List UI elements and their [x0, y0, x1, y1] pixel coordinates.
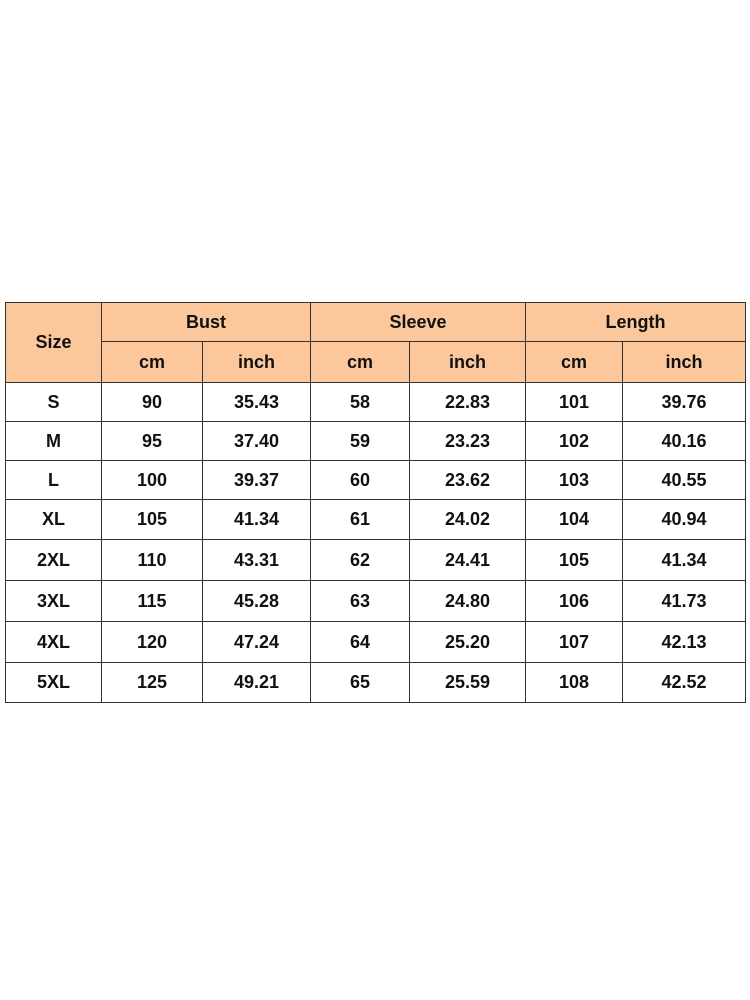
- bust-cm-cell: 95: [102, 422, 203, 461]
- bust-cm-cell: 100: [102, 461, 203, 500]
- sleeve-inch-cell: 25.20: [410, 622, 526, 663]
- sleeve-inch-cell: 23.23: [410, 422, 526, 461]
- size-chart-table: [5, 302, 746, 703]
- length-inch-cell: 41.34: [623, 540, 746, 581]
- size-cell: L: [6, 461, 102, 500]
- size-cell: 3XL: [6, 581, 102, 622]
- sleeve-cm-cell: 58: [311, 383, 410, 422]
- sleeve-inch-cell: 24.41: [410, 540, 526, 581]
- table-row: [6, 422, 746, 461]
- sleeve-group-header: Sleeve: [311, 303, 526, 342]
- bust-cm-cell: 120: [102, 622, 203, 663]
- length-inch-cell: 40.94: [623, 500, 746, 540]
- length-cm-cell: 105: [526, 540, 623, 581]
- sleeve-inch-cell: 24.80: [410, 581, 526, 622]
- bust-inch-cell: 47.24: [203, 622, 311, 663]
- length-inch-cell: 39.76: [623, 383, 746, 422]
- size-cell: 5XL: [6, 663, 102, 703]
- size-cell: 4XL: [6, 622, 102, 663]
- length-inch-cell: 40.16: [623, 422, 746, 461]
- length-cm-cell: 101: [526, 383, 623, 422]
- length-cm-cell: 106: [526, 581, 623, 622]
- bust-inch-cell: 41.34: [203, 500, 311, 540]
- sleeve-inch-cell: 25.59: [410, 663, 526, 703]
- table-row: [6, 581, 746, 622]
- table-row: [6, 540, 746, 581]
- length-cm-cell: 104: [526, 500, 623, 540]
- bust-cm-cell: 125: [102, 663, 203, 703]
- sleeve-inch-cell: 23.62: [410, 461, 526, 500]
- size-cell: S: [6, 383, 102, 422]
- bust-cm-cell: 90: [102, 383, 203, 422]
- table-row: [6, 622, 746, 663]
- bust-inch-header: inch: [203, 342, 311, 383]
- bust-cm-header: cm: [102, 342, 203, 383]
- length-inch-cell: 40.55: [623, 461, 746, 500]
- bust-inch-cell: 37.40: [203, 422, 311, 461]
- table-row: [6, 383, 746, 422]
- length-cm-cell: 103: [526, 461, 623, 500]
- header-group-row: [6, 303, 746, 342]
- header-unit-row: [6, 342, 746, 383]
- bust-group-header: Bust: [102, 303, 311, 342]
- length-group-header: Length: [526, 303, 746, 342]
- size-column-header: Size: [6, 303, 102, 383]
- size-cell: XL: [6, 500, 102, 540]
- sleeve-cm-cell: 65: [311, 663, 410, 703]
- sleeve-inch-cell: 24.02: [410, 500, 526, 540]
- bust-cm-cell: 105: [102, 500, 203, 540]
- length-inch-cell: 41.73: [623, 581, 746, 622]
- length-inch-header: inch: [623, 342, 746, 383]
- table-row: [6, 461, 746, 500]
- sleeve-cm-cell: 63: [311, 581, 410, 622]
- length-cm-cell: 102: [526, 422, 623, 461]
- sleeve-cm-cell: 62: [311, 540, 410, 581]
- bust-inch-cell: 39.37: [203, 461, 311, 500]
- bust-inch-cell: 45.28: [203, 581, 311, 622]
- sleeve-cm-cell: 61: [311, 500, 410, 540]
- sleeve-cm-cell: 59: [311, 422, 410, 461]
- sleeve-inch-cell: 22.83: [410, 383, 526, 422]
- sleeve-cm-cell: 64: [311, 622, 410, 663]
- sleeve-cm-header: cm: [311, 342, 410, 383]
- length-cm-header: cm: [526, 342, 623, 383]
- bust-inch-cell: 43.31: [203, 540, 311, 581]
- bust-inch-cell: 35.43: [203, 383, 311, 422]
- sleeve-inch-header: inch: [410, 342, 526, 383]
- table-row: [6, 663, 746, 703]
- sleeve-cm-cell: 60: [311, 461, 410, 500]
- bust-cm-cell: 110: [102, 540, 203, 581]
- length-cm-cell: 107: [526, 622, 623, 663]
- bust-inch-cell: 49.21: [203, 663, 311, 703]
- length-inch-cell: 42.13: [623, 622, 746, 663]
- size-cell: M: [6, 422, 102, 461]
- table-row: [6, 500, 746, 540]
- length-inch-cell: 42.52: [623, 663, 746, 703]
- length-cm-cell: 108: [526, 663, 623, 703]
- bust-cm-cell: 115: [102, 581, 203, 622]
- size-cell: 2XL: [6, 540, 102, 581]
